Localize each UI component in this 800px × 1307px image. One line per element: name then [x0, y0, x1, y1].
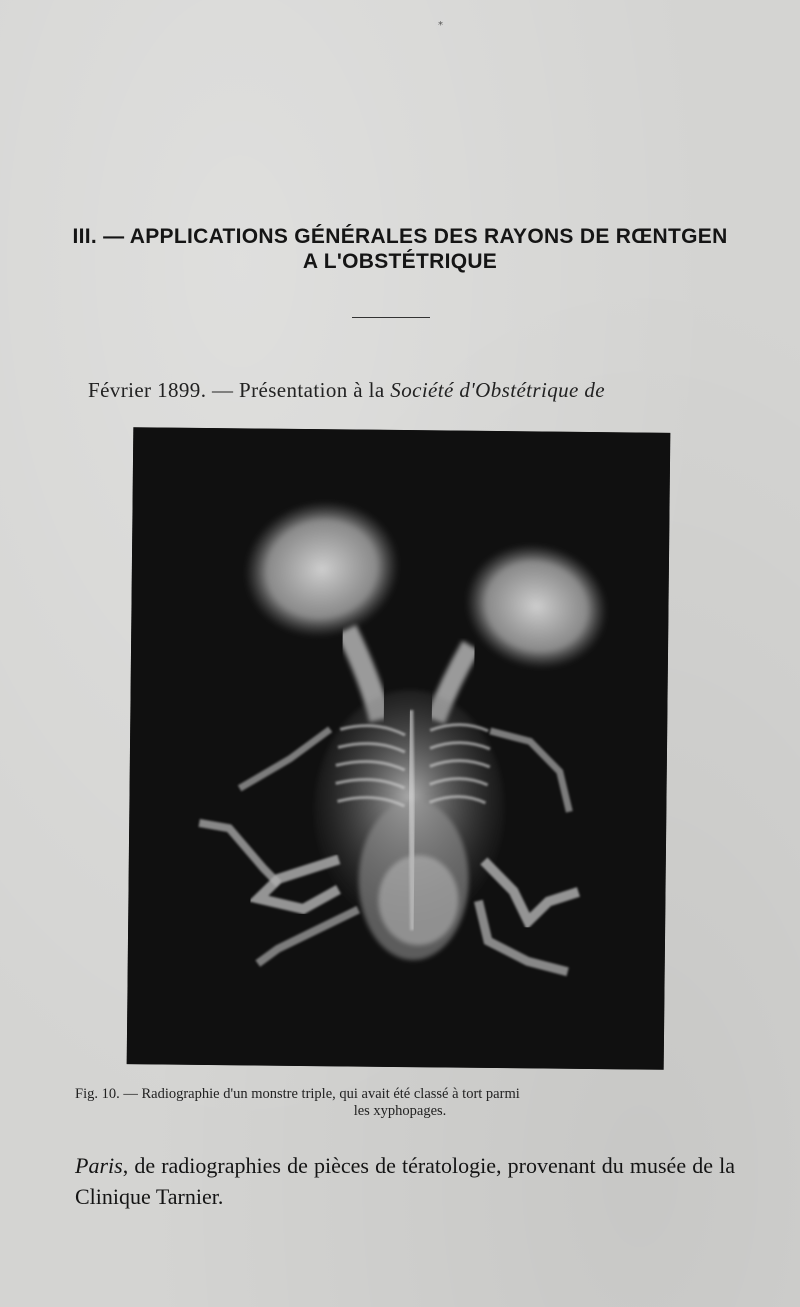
section-heading-line1: III. — APPLICATIONS GÉNÉRALES DES RAYONS DE RŒNTGEN	[72, 225, 728, 248]
intro-date: Février 1899.	[88, 378, 207, 402]
caption-label: Fig. 10.	[75, 1086, 120, 1102]
caption-dash: —	[119, 1086, 142, 1102]
figure-caption	[75, 1086, 725, 1120]
xray-figure	[127, 427, 671, 1070]
body-italic-place: Paris	[75, 1153, 123, 1178]
caption-text: Radiographie d'un monstre triple, qui avait été classé à tort parmi	[141, 1086, 520, 1102]
xray-image	[127, 427, 671, 1070]
heading-rule	[352, 317, 430, 318]
intro-line	[88, 378, 728, 403]
caption-line2: les xyphopages.	[353, 1103, 447, 1119]
page-mark: *	[438, 20, 443, 31]
body-text: , de radiographies de pièces de tératologie, provenant du musée de la Clinique Tarnier.	[75, 1153, 735, 1209]
intro-text: Présentation à la	[239, 378, 391, 402]
body-paragraph	[75, 1150, 735, 1212]
intro-dash: —	[206, 378, 240, 402]
section-heading-line2: A L'OBSTÉTRIQUE	[302, 250, 498, 273]
intro-society: Société d'Obstétrique de	[390, 378, 605, 402]
